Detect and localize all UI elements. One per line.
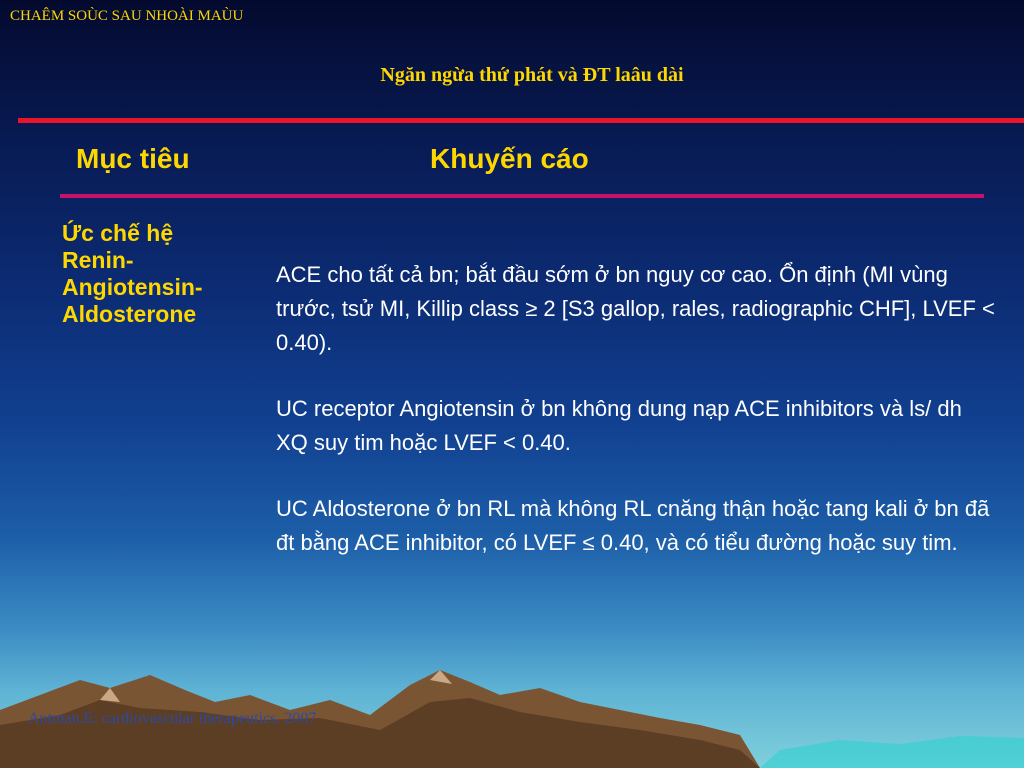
column-heading-target: Mục tiêu <box>76 143 190 174</box>
target-cell <box>62 220 262 328</box>
slide-header-label: CHAÊM SOÙC SAU NHOÀI MAÙU <box>10 8 244 24</box>
recommendation-cell <box>276 258 996 592</box>
slide-subtitle: Ngăn ngừa thứ phát và ĐT laâu dài <box>380 64 684 86</box>
mountain-range-illustration <box>0 640 1024 768</box>
top-divider <box>18 118 1024 123</box>
recommendation-item: UC receptor Angiotensin ở bn không dung nạp ACE inhibitors và ls/ dh XQ suy tim hoặc LVEF < 0.40. <box>276 396 962 455</box>
target-line: Ức chế hệ <box>62 220 174 246</box>
target-line: Renin- <box>62 247 134 273</box>
heading-divider <box>60 194 984 198</box>
recommendation-item: ACE cho tất cả bn; bắt đầu sớm ở bn nguy cơ cao. Ổn định (MI vùng trước, tsử MI, Killip class ≥ 2 [S3 gallop, rales, radiographic CHF], LVEF < 0.40). <box>276 262 995 355</box>
citation: Antman.E: cardiovascular therapeutics. 2007 <box>28 710 317 727</box>
recommendation-item: UC Aldosterone ở bn RL mà không RL cnăng thận hoặc tang kali ở bn đã đt bằng ACE inhibitor, có LVEF ≤ 0.40, và có tiểu đường hoặc suy tim. <box>276 496 990 555</box>
column-heading-recommendation: Khuyến cáo <box>430 143 589 174</box>
target-line: Angiotensin- <box>62 274 203 300</box>
target-line: Aldosterone <box>62 301 197 327</box>
